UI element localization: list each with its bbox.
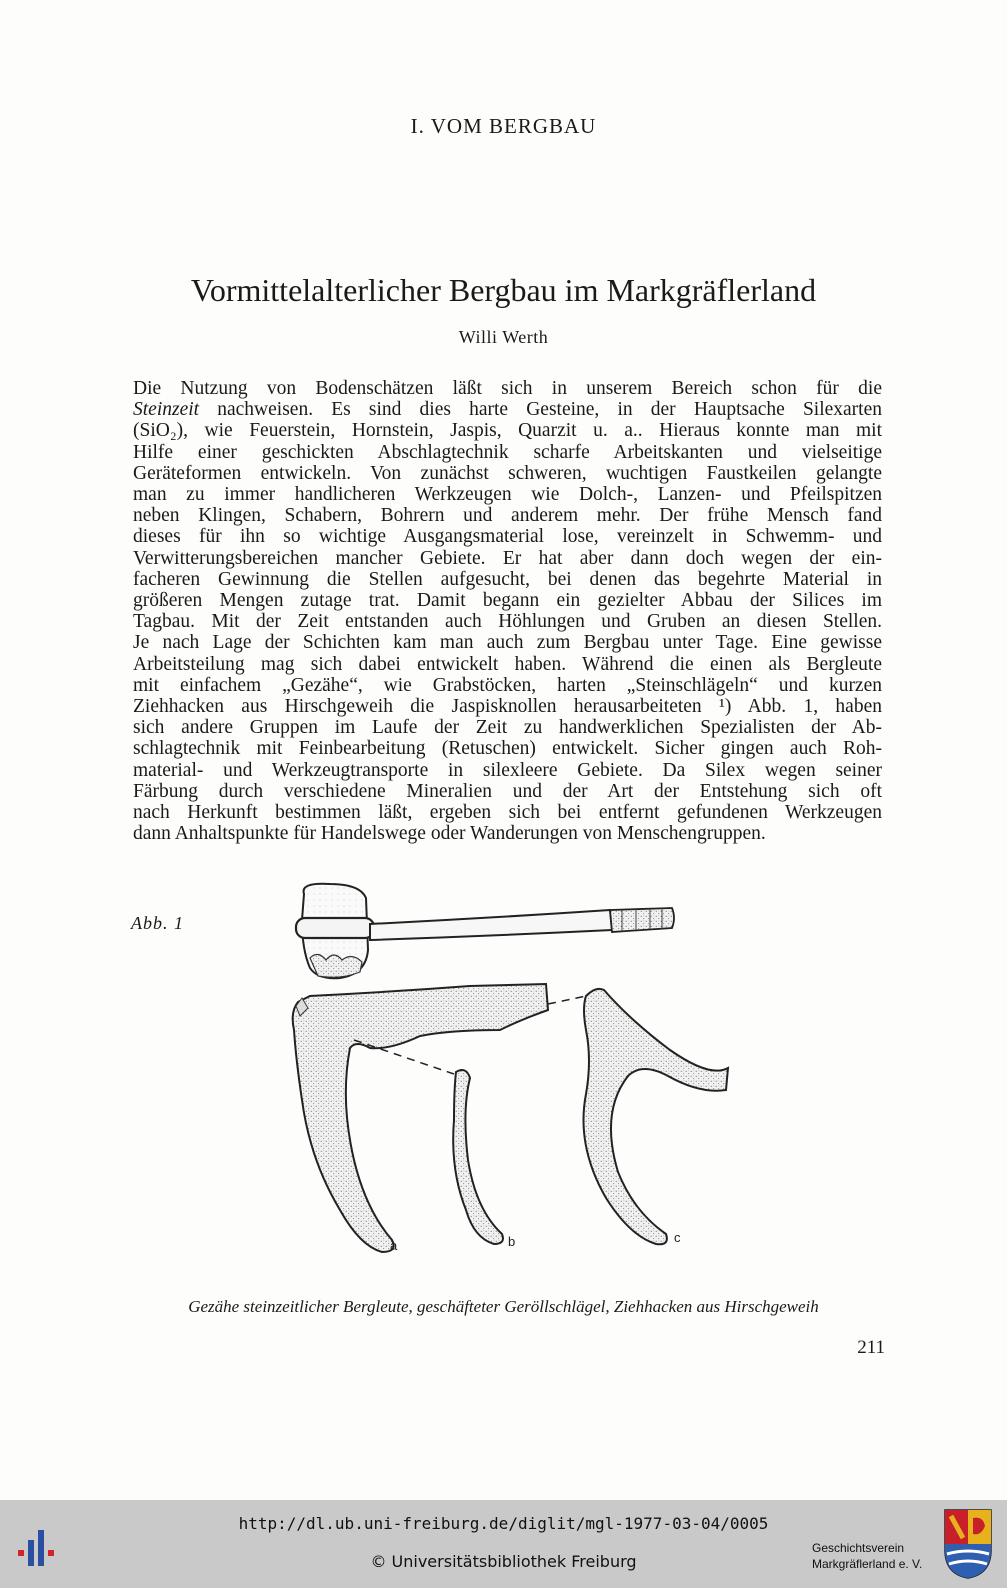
body-line: dann Anhaltspunkte für Handelswege oder Wanderungen von Menschengruppen.: [133, 823, 766, 845]
body-line: Je nach Lage der Schichten kam man auch zum Bergbau unter Tage. Eine gewisse: [133, 632, 882, 654]
body-line: (SiO₂), wie Feuerstein, Hornstein, Jaspis, Quarzit u. a.. Hieraus konnte man mit: [133, 420, 882, 442]
body-line: mit einfachem „Gezähe“, wie Grabstöcken, harten „Steinschlägeln“ und kurzen: [133, 674, 882, 696]
body-line: schlagtechnik mit Feinbearbeitung (Retuschen) entwickelt. Sicher gingen auch Roh-: [133, 738, 882, 760]
author: Willi Werth: [458, 327, 549, 347]
italic-word: Steinzeit: [133, 399, 200, 421]
figure-letter-b: b: [508, 1234, 516, 1249]
body-line: Färbung durch verschiedene Mineralien und der Art der Entstehung sich oft: [133, 780, 882, 802]
body-line: Die Nutzung von Bodenschätzen läßt sich in unserem Bereich schon für die: [133, 378, 882, 399]
body-line: Ziehhacken aus Hirschgeweih die Jaspisknollen herausarbeiteten ¹) Abb. 1, haben: [133, 696, 882, 718]
body-line: nach Herkunft bestimmen läßt, ergeben sich bei entfernt gefundenen Werkzeugen: [133, 802, 882, 824]
article-title: Vormittelalterlicher Bergbau im Markgräflerland: [190, 272, 817, 308]
figure-illustration: [270, 880, 750, 1270]
antler-pick-c: [584, 989, 729, 1244]
body-line: größeren Mengen zutage trat. Damit begann ein gezielter Abbau der Silices im: [133, 590, 882, 612]
figure-letter-a: a: [390, 1238, 398, 1253]
figure-letter-c: c: [674, 1230, 681, 1245]
body-line: dieses für ihn so wichtige Ausgangsmaterial lose, vereinzelt in Schwemm- und: [133, 526, 882, 548]
antler-pick-a: [293, 984, 548, 1252]
figure-label: Abb. 1: [131, 913, 184, 933]
section-heading: I. VOM BERGBAU: [410, 114, 597, 138]
body-text: [133, 378, 882, 844]
body-line: Geräteformen entwickeln. Von zunächst schweren, wuchtigen Faustkeilen gelangte: [133, 462, 882, 484]
body-line: material- und Werkzeugtransporte in silexleere Gebiete. Da Silex wegen seiner: [133, 759, 882, 781]
page-number: 211: [857, 1337, 885, 1358]
figure-caption: Gezähe steinzeitlicher Bergleute, geschäfteter Geröllschlägel, Ziehhacken aus Hirschgeweih: [188, 1297, 819, 1316]
body-line: man zu immer handlicheren Werkzeugen wie Dolch-, Lanzen- und Pfeilspitzen: [133, 484, 882, 506]
body-line: Steinzeit nachweisen. Es sind dies harte Gesteine, in der Hauptsache Silexarten: [133, 399, 882, 421]
hammer-illustration: [296, 884, 674, 979]
body-line: Hilfe einer geschickten Abschlagtechnik scharfe Arbeitskanten und vielseitige: [133, 441, 882, 463]
body-line: neben Klingen, Schabern, Bohrern und anderem mehr. Der frühe Mensch fand: [133, 505, 882, 527]
coat-of-arms-icon: [943, 1508, 993, 1580]
permalink-url[interactable]: http://dl.ub.uni-freiburg.de/diglit/mgl-1977-03-04/0005: [238, 1514, 769, 1533]
footer-bar: [0, 1500, 1007, 1588]
copyright-text: © Universitätsbibliothek Freiburg: [370, 1552, 637, 1571]
society-name: Geschichtsverein Markgräflerland e. V.: [812, 1541, 923, 1571]
body-line: Tagbau. Mit der Zeit entstanden auch Höhlungen und Gruben an diesen Stellen.: [133, 611, 882, 633]
body-line: facheren Gewinnung die Stellen aufgesucht, bei denen das begehrte Material in: [133, 568, 882, 590]
body-line: Arbeitsteilung mag sich dabei entwickelt haben. Während die einen als Bergleute: [133, 653, 882, 675]
body-line: Verwitterungsbereichen mancher Gebiete. Er hat aber dann doch wegen der ein-: [133, 547, 882, 569]
body-line: sich andere Gruppen im Laufe der Zeit zu handwerklichen Spezialisten der Ab-: [133, 717, 882, 739]
antler-tine-b: [453, 1070, 503, 1244]
